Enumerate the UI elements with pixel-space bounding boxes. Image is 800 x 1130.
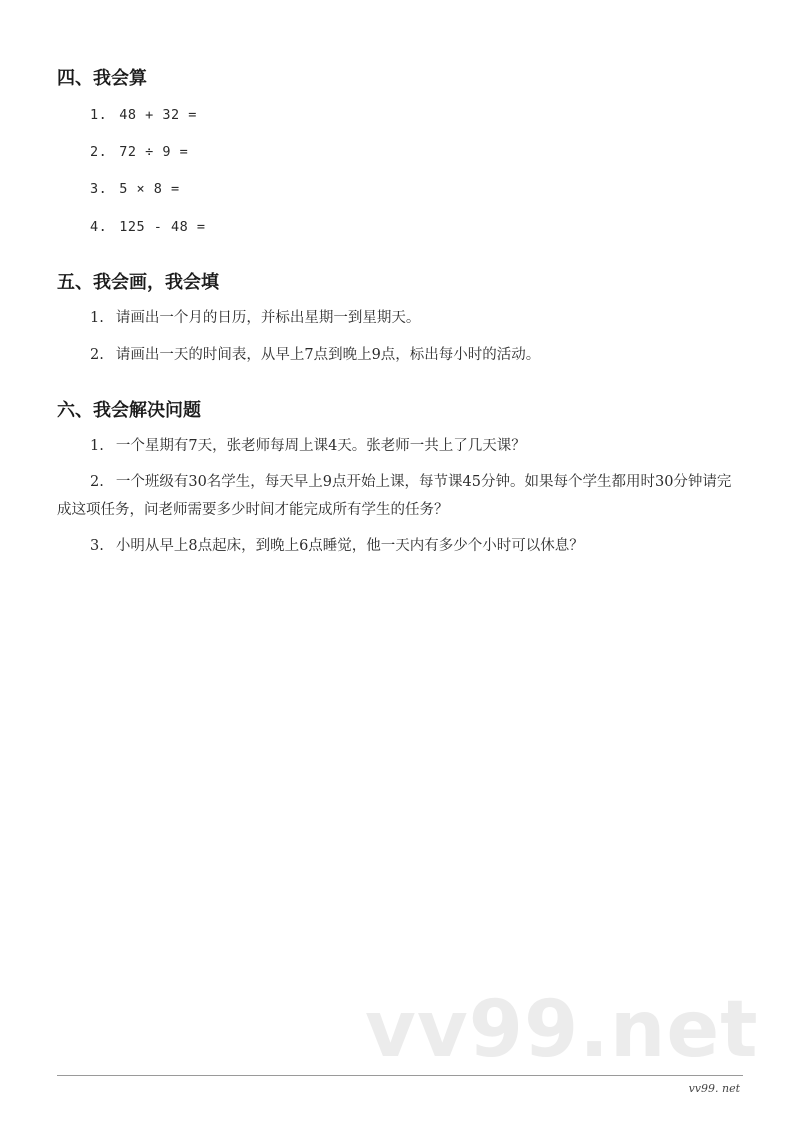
item-number: 3. (90, 181, 108, 197)
item-number: 4. (90, 219, 108, 235)
item-number: 1. (90, 310, 104, 326)
draw-item-1 (90, 305, 420, 331)
item-number: 2. (90, 144, 108, 160)
footer-divider (57, 1075, 743, 1076)
item-text: 请画出一天的时间表，从早上7点到晚上9点，标出每小时的活动。 (115, 347, 541, 363)
item-number: 2. (90, 474, 104, 490)
problem-item-2 (57, 468, 745, 524)
item-number: 1. (90, 438, 104, 454)
draw-item-2 (90, 342, 540, 368)
item-text: 小明从早上8点起床，到晚上6点睡觉，他一天内有多少个小时可以休息？ (115, 538, 584, 554)
item-number: 1. (90, 107, 108, 123)
section-5-title: 五、我会画，我会填 (57, 272, 219, 293)
item-number: 3. (90, 538, 104, 554)
footer-site-label: vv99. net (688, 1082, 740, 1095)
calc-item-2 (90, 139, 188, 165)
calc-item-4 (90, 214, 206, 240)
item-text: 72 ÷ 9 = (119, 144, 189, 160)
calc-item-1 (90, 102, 197, 128)
problem-item-3 (90, 533, 584, 559)
item-text: 一个班级有30名学生，每天早上9点开始上课，每节课45分钟。如果每个学生都用时30分钟请完成这项任务，问老师需要多少时间才能完成所有学生的任务？ (57, 474, 732, 518)
item-text: 125 - 48 = (119, 219, 206, 235)
item-number: 2. (90, 347, 104, 363)
calc-item-3 (90, 176, 180, 202)
problem-item-1 (90, 433, 526, 459)
item-text: 5 × 8 = (119, 181, 180, 197)
section-4-title: 四、我会算 (57, 68, 147, 89)
watermark: vv99.net (365, 985, 759, 1075)
section-6-title: 六、我会解决问题 (57, 400, 201, 421)
item-text: 一个星期有7天，张老师每周上课4天。张老师一共上了几天课？ (115, 438, 526, 454)
item-text: 48 + 32 = (119, 107, 197, 123)
item-text: 请画出一个月的日历，并标出星期一到星期天。 (115, 310, 421, 326)
